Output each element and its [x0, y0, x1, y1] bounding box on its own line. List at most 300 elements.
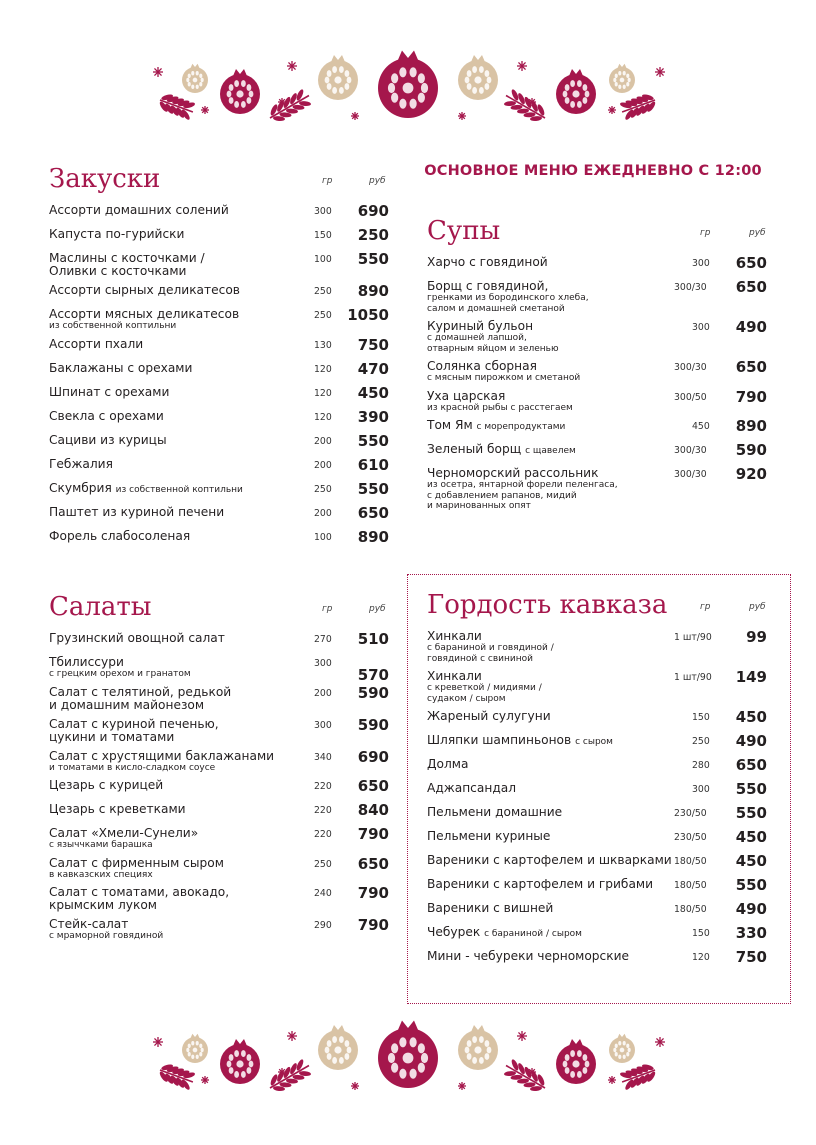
dish-name-text: Капуста по-гурийски	[49, 227, 185, 241]
dish-price: 149	[735, 668, 767, 686]
dish-description: гренками из бородинского хлеба, салом и домашней сметаной	[427, 293, 589, 314]
weight-unit-label: гр	[700, 602, 711, 612]
price-unit-label: руб	[369, 176, 386, 186]
dish-name	[49, 680, 304, 699]
dish-name	[49, 912, 304, 931]
menu-item	[49, 246, 391, 278]
star-icon	[655, 1037, 665, 1047]
dish-price: 790	[357, 825, 389, 843]
dish-name	[427, 664, 682, 683]
dish-name-text: Куриный бульон	[427, 319, 534, 333]
dish-price: 650	[735, 756, 767, 774]
star-icon	[655, 67, 665, 77]
menu-item	[427, 413, 769, 437]
price-unit-label: руб	[749, 228, 766, 238]
dish-name	[49, 356, 304, 375]
dish-name-text: Вареники с картофелем и грибами	[427, 877, 654, 891]
menu-item	[427, 314, 769, 354]
dish-note: из собственной коптильни	[115, 484, 243, 495]
dish-name	[427, 920, 682, 941]
dish-name-text: Тбилиссури	[49, 655, 124, 669]
dish-weight: 250	[314, 858, 332, 870]
dish-weight: 230/50	[674, 808, 707, 819]
dish-name	[49, 500, 304, 519]
dish-name-text: Пельмени куриные	[427, 829, 551, 843]
menu-item	[427, 437, 769, 461]
dish-weight: 220	[314, 829, 332, 840]
dish-name	[49, 476, 304, 497]
dish-weight: 300	[314, 658, 332, 669]
star-icon	[458, 112, 466, 120]
leaf-branch-icon	[265, 86, 314, 127]
dish-description: крымским луком	[49, 898, 157, 912]
dish-weight: 300/30	[674, 445, 707, 456]
menu-item	[49, 356, 391, 380]
dish-name-text: Шляпки шампиньонов	[427, 733, 572, 747]
dish-name	[49, 380, 304, 399]
pomegranate-icon	[220, 1039, 260, 1084]
menu-item	[49, 404, 391, 428]
star-icon	[278, 1068, 286, 1076]
star-icon	[351, 112, 359, 120]
star-icon	[201, 1076, 209, 1084]
dish-name-text: Том Ям	[427, 418, 473, 432]
dish-name-text: Борщ с говядиной,	[427, 279, 549, 293]
menu-item	[427, 354, 769, 384]
dish-weight: 290	[314, 920, 332, 931]
dish-name-text: Форель слабосоленая	[49, 528, 191, 543]
dish-name-text: Салат с фирменным сыром	[49, 855, 224, 870]
dish-name	[427, 728, 682, 749]
menu-item	[49, 797, 391, 821]
dish-description: из красной рыбы с расстегаем	[427, 402, 573, 413]
menu-list	[427, 250, 769, 512]
pomegranate-icon	[556, 69, 596, 114]
dish-price: 450	[735, 828, 767, 846]
star-icon	[517, 1031, 527, 1041]
dish-price: 490	[735, 318, 767, 336]
menu-item	[427, 896, 769, 920]
star-icon	[608, 1076, 616, 1084]
dish-name-text: Чебурек	[427, 925, 481, 939]
dish-name-text: Уха царская	[427, 388, 506, 403]
dish-weight: 200	[314, 435, 332, 447]
star-icon	[278, 98, 286, 106]
leaf-branch-icon	[265, 1056, 314, 1097]
dish-name	[427, 872, 682, 891]
dish-price: 450	[357, 383, 389, 402]
dish-name-text: Мини - чебуреки черноморские	[427, 949, 630, 963]
dish-name-text: Вареники с вишней	[427, 901, 554, 915]
dish-price: 650	[735, 358, 767, 376]
dish-weight: 200	[314, 459, 332, 471]
leaf-branch-icon	[156, 1060, 197, 1092]
dish-name-text: Салат с телятиной, редькой	[49, 684, 232, 699]
weight-unit-label: гр	[322, 604, 333, 614]
section-supy	[427, 212, 769, 512]
menu-item	[427, 274, 769, 314]
bottom-ornament	[0, 1010, 816, 1110]
leaf-branch-icon	[618, 1060, 659, 1092]
dish-name-text: Хинкали	[427, 669, 482, 683]
dish-name-text: Гебжалия	[49, 456, 113, 471]
section-title: Салаты	[49, 592, 152, 622]
menu-item	[49, 626, 391, 650]
dish-price: 99	[746, 628, 767, 646]
dish-name	[427, 624, 682, 643]
pomegranate-icon	[609, 1034, 635, 1063]
dish-price: 330	[735, 924, 767, 942]
dish-weight: 300	[692, 322, 710, 333]
pomegranate-icon	[609, 64, 635, 93]
dish-name-text: Свекла с орехами	[49, 408, 164, 423]
dish-name	[427, 944, 682, 963]
dish-weight: 250	[314, 310, 332, 321]
dish-name	[427, 824, 682, 843]
dish-name	[49, 452, 304, 471]
hours-banner: ОСНОВНОЕ МЕНЮ ЕЖЕДНЕВНО С 12:00	[424, 163, 762, 179]
section-title: Закуски	[49, 164, 161, 194]
menu-item	[49, 773, 391, 797]
star-icon	[153, 1037, 163, 1047]
star-icon	[528, 1068, 536, 1076]
dish-weight: 120	[692, 952, 710, 963]
dish-note: с щавелем	[525, 446, 576, 456]
price-unit-label: руб	[749, 602, 766, 612]
menu-item	[49, 476, 391, 500]
dish-name	[427, 704, 682, 723]
dish-name-text: Салат с томатами, авокадо,	[49, 885, 230, 899]
dish-name-text: Пельмени домашние	[427, 805, 563, 819]
pomegranate-icon	[458, 55, 498, 100]
menu-item	[49, 278, 391, 302]
menu-item	[49, 524, 391, 548]
dish-name	[49, 198, 304, 217]
dish-price: 690	[357, 747, 389, 766]
dish-name	[427, 800, 682, 819]
dish-price: 890	[357, 527, 389, 546]
dish-weight: 100	[314, 531, 332, 543]
dish-note: с бараниной / сыром	[484, 929, 582, 939]
dish-note: с морепродуктами	[476, 422, 566, 432]
star-icon	[153, 67, 163, 77]
menu-item	[427, 461, 769, 512]
weight-unit-label: гр	[322, 176, 333, 186]
star-icon	[528, 98, 536, 106]
leaf-branch-icon	[156, 90, 197, 122]
dish-name-text: Шпинат с орехами	[49, 384, 170, 399]
dish-note: с сыром	[575, 737, 613, 747]
dish-price: 590	[357, 683, 389, 702]
menu-item	[427, 872, 769, 896]
dish-price: 550	[735, 876, 767, 894]
star-icon	[287, 1031, 297, 1041]
dish-weight: 150	[314, 230, 332, 241]
dish-price: 650	[735, 254, 767, 272]
menu-list	[49, 626, 391, 942]
top-ornament	[0, 40, 816, 140]
menu-item	[427, 664, 769, 704]
dish-price: 450	[735, 852, 767, 870]
dish-name-text: Салат с хрустящими баклажанами	[49, 748, 275, 763]
star-icon	[201, 106, 209, 114]
right-column	[424, 160, 769, 966]
dish-price: 570	[357, 666, 389, 684]
dish-name	[427, 413, 682, 434]
dish-description: и домашним майонезом	[49, 697, 205, 712]
star-icon	[351, 1082, 359, 1090]
dish-weight: 340	[314, 751, 332, 763]
dish-price: 750	[357, 335, 389, 354]
dish-name	[49, 278, 304, 297]
dish-price: 890	[735, 417, 767, 435]
pomegranate-icon	[182, 64, 208, 93]
dish-name-text: Грузинский овощной салат	[49, 631, 225, 645]
dish-price: 550	[357, 479, 389, 498]
dish-weight: 180/50	[674, 904, 707, 915]
dish-name-text: Ассорти сырных деликатесов	[49, 283, 240, 297]
dish-description: из осетра, янтарной форели пеленгаса, с добавлением рапанов, мидий и маринованных опят	[427, 480, 618, 511]
menu-item	[427, 920, 769, 944]
section-zakuski	[49, 160, 391, 548]
menu-item	[49, 851, 391, 881]
section-title: Гордость кавказа	[427, 590, 668, 620]
dish-price: 590	[735, 441, 767, 459]
dish-price: 650	[735, 278, 767, 296]
dish-description: в кавказских специях	[49, 869, 153, 880]
dish-name-text: Сациви из курицы	[49, 432, 167, 447]
pomegranate-icon	[220, 69, 260, 114]
menu-list	[49, 198, 391, 548]
dish-price: 550	[735, 804, 767, 822]
dish-weight: 100	[314, 254, 332, 265]
dish-description: с грецким орехом и гранатом	[49, 669, 191, 679]
menu-item	[427, 848, 769, 872]
dish-name	[49, 332, 304, 351]
dish-weight: 300/30	[674, 469, 707, 480]
dish-description: с мраморной говядиной	[49, 931, 164, 941]
dish-weight: 250	[692, 736, 710, 747]
dish-name-text: Черноморский рассольник	[427, 466, 599, 480]
dish-weight: 180/50	[674, 856, 707, 867]
dish-price: 790	[357, 884, 389, 902]
dish-price: 510	[357, 630, 389, 648]
dish-name	[49, 626, 304, 645]
section-salaty	[49, 588, 391, 942]
menu-item	[427, 752, 769, 776]
menu-item	[49, 650, 391, 684]
section-title: Супы	[427, 216, 501, 246]
dish-price: 550	[735, 780, 767, 798]
dish-price: 650	[357, 503, 389, 522]
dish-price: 790	[357, 916, 389, 934]
dish-weight: 450	[692, 421, 710, 432]
dish-price: 920	[735, 465, 767, 483]
dish-weight: 230/50	[674, 832, 707, 843]
dish-name	[49, 712, 304, 731]
menu-item	[427, 776, 769, 800]
dish-name-text: Зеленый борщ	[427, 442, 522, 456]
dish-name	[49, 246, 304, 265]
dish-name-text: Жареный сулугуни	[427, 709, 551, 723]
dish-weight: 150	[692, 712, 710, 723]
dish-name	[49, 744, 304, 763]
dish-name-text: Ассорти пхали	[49, 336, 144, 351]
dish-price: 690	[357, 202, 389, 220]
weight-unit-label: гр	[700, 228, 711, 238]
pomegranate-icon	[378, 1021, 438, 1089]
dish-price: 490	[735, 900, 767, 918]
dish-name	[49, 650, 304, 669]
dish-name-text: Баклажаны с орехами	[49, 360, 193, 375]
menu-item	[49, 380, 391, 404]
dish-weight: 250	[314, 483, 332, 495]
dish-price: 550	[357, 431, 389, 450]
dish-name-text: Цезарь с курицей	[49, 778, 164, 792]
pomegranate-icon	[378, 51, 438, 119]
dish-name-text: Цезарь с креветками	[49, 802, 186, 816]
pomegranate-icon	[182, 1034, 208, 1063]
dish-weight: 1 шт/90	[674, 672, 712, 683]
dish-name-text: Долма	[427, 757, 469, 771]
dish-weight: 120	[314, 387, 332, 399]
dish-price: 250	[357, 226, 389, 244]
dish-weight: 300	[314, 206, 332, 217]
menu-item	[427, 944, 769, 968]
dish-name-text: Скумбрия	[49, 480, 112, 495]
dish-weight: 300	[692, 258, 710, 269]
menu-item	[49, 880, 391, 912]
dish-description: с мясным пирожком и сметаной	[427, 373, 581, 383]
menu-item	[49, 680, 391, 712]
menu-item	[49, 912, 391, 942]
star-icon	[287, 61, 297, 71]
menu-item	[49, 332, 391, 356]
dish-price: 790	[735, 387, 767, 406]
dish-weight: 220	[314, 805, 332, 816]
dish-name-text: Салат с куриной печенью,	[49, 716, 219, 731]
menu-item	[49, 500, 391, 524]
menu-item	[427, 824, 769, 848]
dish-weight: 270	[314, 634, 332, 645]
dish-description: с креветкой / мидиями / судаком / сыром	[427, 683, 542, 704]
dish-weight: 220	[314, 781, 332, 792]
dish-weight: 120	[314, 411, 332, 423]
dish-price: 650	[357, 777, 389, 795]
dish-name-text: Харчо с говядиной	[427, 255, 548, 269]
menu-item	[49, 198, 391, 222]
dish-name-text: Салат «Хмели-Сунели»	[49, 826, 199, 840]
pomegranate-icon	[458, 1025, 498, 1070]
menu-list	[427, 624, 769, 968]
dish-name	[427, 461, 682, 480]
dish-name-text: Маслины с косточками /	[49, 251, 205, 265]
menu-item	[49, 302, 391, 332]
dish-name	[427, 437, 682, 458]
dish-name-text: Стейк-салат	[49, 917, 129, 931]
dish-name-text: Аджапсандал	[427, 781, 517, 795]
menu-item	[49, 712, 391, 744]
dish-price: 840	[357, 801, 389, 819]
dish-name	[427, 752, 682, 771]
dish-name-text: Вареники с картофелем и шкварками	[427, 853, 672, 867]
dish-name	[427, 250, 682, 269]
menu-item	[427, 728, 769, 752]
menu-item	[49, 222, 391, 246]
dish-description: с домашней лапшой, отварным яйцом и зеленью	[427, 333, 559, 354]
star-icon	[458, 1082, 466, 1090]
dish-price: 450	[735, 708, 767, 726]
dish-name	[427, 848, 682, 867]
dish-name-text: Солянка сборная	[427, 359, 537, 373]
dish-weight: 300	[692, 784, 710, 795]
dish-weight: 180/50	[674, 880, 707, 891]
leaf-branch-icon	[501, 86, 550, 127]
price-unit-label: руб	[369, 604, 386, 614]
leaf-branch-icon	[618, 90, 659, 122]
menu-item	[427, 384, 769, 414]
dish-name-text: Паштет из куриной печени	[49, 504, 225, 519]
menu-item	[49, 428, 391, 452]
star-icon	[517, 61, 527, 71]
dish-weight: 200	[314, 507, 332, 519]
dish-name	[427, 776, 682, 795]
dish-name	[49, 821, 304, 840]
menu-item	[49, 452, 391, 476]
dish-weight: 120	[314, 363, 332, 375]
dish-price: 590	[357, 715, 389, 734]
dish-weight: 200	[314, 687, 332, 699]
dish-name-text: Ассорти мясных деликатесов	[49, 307, 240, 321]
dish-name	[49, 428, 304, 447]
dish-description: Оливки с косточками	[49, 264, 187, 278]
dish-name-text: Хинкали	[427, 629, 482, 643]
section-gordost	[427, 586, 769, 968]
dish-name	[427, 274, 682, 293]
dish-price: 650	[357, 854, 389, 873]
dish-description: цукини и томатами	[49, 729, 175, 744]
dish-price: 550	[357, 250, 389, 268]
dish-name	[49, 880, 304, 899]
dish-name	[49, 851, 304, 870]
pomegranate-icon	[318, 1025, 358, 1070]
dish-name	[49, 524, 304, 543]
dish-weight: 1 шт/90	[674, 632, 712, 643]
dish-name	[49, 797, 304, 816]
dish-price: 470	[357, 359, 389, 378]
dish-name	[427, 354, 682, 373]
menu-item	[427, 800, 769, 824]
dish-description: с языччками барашка	[49, 840, 153, 850]
menu-item	[49, 744, 391, 774]
dish-weight: 130	[314, 339, 332, 351]
menu-item	[49, 821, 391, 851]
dish-description: и томатами в кисло-сладком соусе	[49, 762, 216, 773]
dish-price: 490	[735, 732, 767, 750]
dish-name-text: Ассорти домашних солений	[49, 203, 229, 217]
pomegranate-icon	[556, 1039, 596, 1084]
dish-price: 390	[357, 407, 389, 426]
dish-price: 890	[357, 282, 389, 300]
dish-price: 1050	[347, 306, 389, 324]
dish-description: из собственной коптильни	[49, 321, 177, 331]
dish-weight: 300/50	[674, 391, 707, 403]
dish-name	[49, 222, 304, 241]
dish-name	[427, 896, 682, 915]
star-icon	[608, 106, 616, 114]
menu-item	[427, 704, 769, 728]
dish-description: с бараниной и говядиной / говядиной с свининой	[427, 643, 554, 664]
